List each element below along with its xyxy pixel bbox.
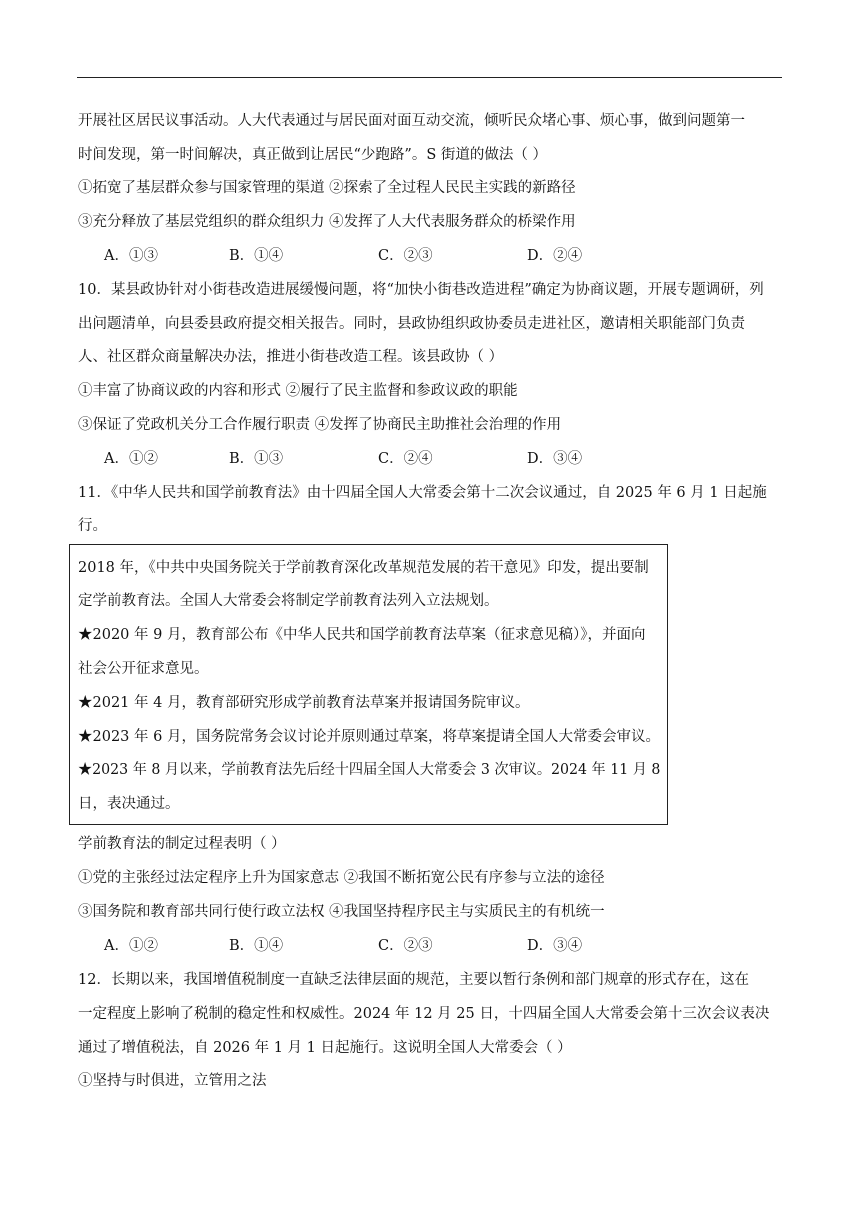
q11-option-b[interactable]: B．①④ [229, 938, 284, 954]
q11-stem-line-2: 行。 [78, 518, 107, 534]
q10-option-b[interactable]: B．①③ [229, 451, 284, 467]
q12-stem-line-3: 通过了增值税法，自 2026 年 1 月 1 日起施行。这说明全国人大常委会（ ） [78, 1040, 572, 1056]
q9-statements-3-4: ③充分释放了基层党组织的群众组织力 ④发挥了人大代表服务群众的桥梁作用 [78, 214, 576, 230]
q12-stem-line-1: 12．长期以来，我国增值税制度一直缺乏法律层面的规范，主要以暂行条例和部门规章的形式存在，这在 [78, 972, 749, 988]
q10-stem-line-3: 人、社区群众商量解决办法，推进小街巷改造工程。该县政协（ ） [78, 349, 504, 365]
q11-statements-3-4: ③国务院和教育部共同行使行政立法权 ④我国坚持程序民主与实质民主的有机统一 [78, 904, 605, 920]
q11-option-d[interactable]: D．③④ [527, 938, 583, 954]
q11-material-line-7: ★2023 年 8 月以来，学前教育法先后经十四届全国人大常委会 3 次审议。2024 年 11 月 8 [78, 762, 661, 778]
q10-stem-line-1: 10．某县政协针对小街巷改造进展缓慢问题，将“加快小街巷改造进程”确定为协商议题，开展专题调研，列 [78, 282, 764, 298]
q9-option-b[interactable]: B．①④ [229, 248, 284, 264]
q11-material-box [69, 544, 668, 825]
q11-statements-1-2: ①党的主张经过法定程序上升为国家意志 ②我国不断拓宽公民有序参与立法的途径 [78, 870, 605, 886]
q9-options [0, 246, 860, 266]
q11-material-line-5: ★2021 年 4 月，教育部研究形成学前教育法草案并报请国务院审议。 [78, 695, 530, 711]
q10-statements-3-4: ③保证了党政机关分工合作履行职责 ④发挥了协商民主助推社会治理的作用 [78, 417, 562, 433]
q9-option-c[interactable]: C．②③ [378, 248, 433, 264]
q11-option-c[interactable]: C．②③ [378, 938, 433, 954]
q11-material-line-4: 社会公开征求意见。 [78, 661, 209, 677]
header-rule [77, 77, 782, 78]
q10-option-c[interactable]: C．②④ [378, 451, 433, 467]
q11-question-stem: 学前教育法的制定过程表明（ ） [78, 836, 286, 852]
q9-option-d[interactable]: D．②④ [527, 248, 583, 264]
q11-material-line-3: ★2020 年 9 月，教育部公布《中华人民共和国学前教育法草案（征求意见稿）》，并面向 [78, 627, 646, 643]
q10-statements-1-2: ①丰富了协商议政的内容和形式 ②履行了民主监督和参政议政的职能 [78, 383, 518, 399]
q11-material-line-6: ★2023 年 6 月，国务院常务会议讨论并原则通过草案，将草案提请全国人大常委会审议。 [78, 729, 660, 745]
q10-option-a[interactable]: A．①② [104, 451, 158, 467]
q11-material-line-2: 定学前教育法。全国人大常委会将制定学前教育法列入立法规划。 [78, 593, 499, 609]
q9-stem-line-2: 时间发现，第一时间解决，真正做到让居民“少跑路”。S 街道的做法（ ） [78, 147, 547, 163]
q11-option-a[interactable]: A．①② [104, 938, 158, 954]
q11-material-line-1: 2018 年，《中共中央国务院关于学前教育深化改革规范发展的若干意见》印发，提出要制 [78, 560, 649, 576]
q11-stem-line-1: 11．《中华人民共和国学前教育法》由十四届全国人大常委会第十二次会议通过，自 2025 年 6 月 1 日起施 [78, 485, 767, 501]
q12-stem-line-2: 一定程度上影响了税制的稳定性和权威性。2024 年 12 月 25 日，十四届全国人大常委会第十三次会议表决 [78, 1006, 770, 1022]
q10-option-d[interactable]: D．③④ [527, 451, 583, 467]
q9-stem-line-1: 开展社区居民议事活动。人大代表通过与居民面对面互动交流，倾听民众堵心事、烦心事，做到问题第一 [78, 113, 745, 129]
q11-options [0, 936, 860, 956]
q12-statement-1: ①坚持与时俱进，立管用之法 [78, 1073, 267, 1089]
q11-material-line-8: 日，表决通过。 [78, 796, 180, 812]
q9-statements-1-2: ①拓宽了基层群众参与国家管理的渠道 ②探索了全过程人民民主实践的新路径 [78, 180, 576, 196]
q10-stem-line-2: 出问题清单，向县委县政府提交相关报告。同时，县政协组织政协委员走进社区，邀请相关职能部门负责 [78, 316, 745, 332]
q9-option-a[interactable]: A．①③ [104, 248, 158, 264]
q10-options [0, 449, 860, 469]
